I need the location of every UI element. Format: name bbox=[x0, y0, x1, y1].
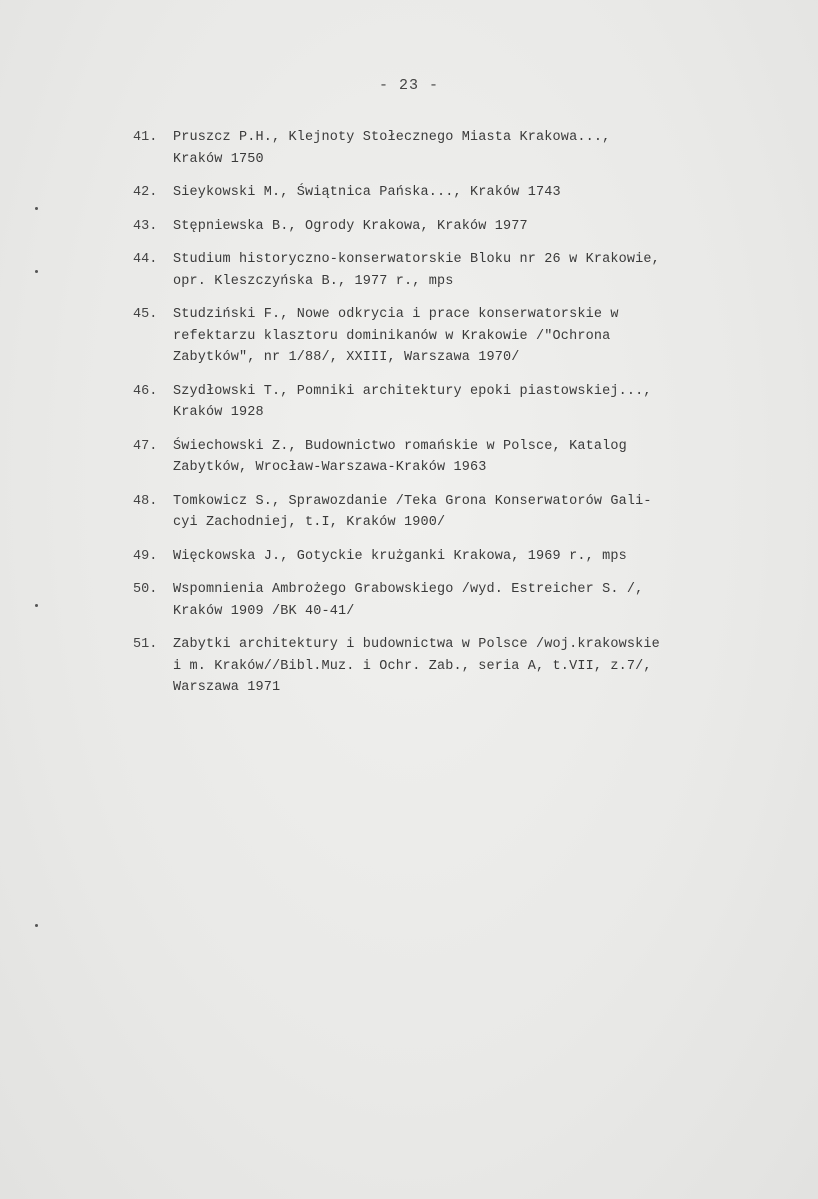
entry-number: 45. bbox=[133, 307, 158, 322]
entry-text bbox=[173, 216, 793, 238]
entry-line: i m. Kraków//Bibl.Muz. i Ochr. Zab., seria A, t.VII, z.7/, bbox=[173, 658, 652, 674]
entry-line: Stępniewska B., Ogrody Krakowa, Kraków 1977 bbox=[173, 218, 528, 234]
entry-number: 46. bbox=[133, 383, 158, 399]
page-number: - 23 - bbox=[378, 77, 439, 94]
entry-number: 44. bbox=[133, 252, 158, 267]
entry-number: 47. bbox=[133, 438, 158, 454]
entry-text bbox=[173, 381, 793, 424]
entry-text bbox=[173, 634, 793, 699]
entry-number: 41. bbox=[133, 130, 158, 145]
bibliography-entry bbox=[133, 579, 793, 622]
entry-number: 50. bbox=[133, 582, 158, 597]
bibliography-entry bbox=[133, 436, 793, 479]
bibliography-entry bbox=[133, 249, 793, 292]
entry-number: 43. bbox=[133, 218, 158, 234]
bibliography-entry bbox=[133, 546, 793, 568]
entry-line: Pruszcz P.H., Klejnoty Stołecznego Miasta Krakowa..., bbox=[173, 130, 611, 145]
entry-line: cyi Zachodniej, t.I, Kraków 1900/ bbox=[173, 515, 446, 530]
entry-text bbox=[173, 304, 793, 369]
entry-line: Zabytków, Wrocław-Warszawa-Kraków 1963 bbox=[173, 460, 487, 475]
bibliography-entry bbox=[133, 304, 793, 369]
margin-speck bbox=[35, 604, 38, 607]
bibliography-entry bbox=[133, 127, 793, 170]
entry-line: Warszawa 1971 bbox=[173, 680, 281, 695]
entry-line: Sieykowski M., Świątnica Pańska..., Kraków 1743 bbox=[173, 185, 561, 200]
margin-speck bbox=[35, 270, 38, 273]
entry-line: opr. Kleszczyńska B., 1977 r., mps bbox=[173, 273, 454, 289]
entry-line: Więckowska J., Gotyckie krużganki Krakowa, 1969 r., mps bbox=[173, 548, 627, 564]
bibliography-entry bbox=[133, 216, 793, 238]
entry-text bbox=[173, 546, 793, 568]
entry-line: Studziński F., Nowe odkrycia i prace konserwatorskie w bbox=[173, 307, 619, 322]
bibliography-entry bbox=[133, 491, 793, 534]
entry-number: 51. bbox=[133, 637, 158, 652]
entry-line: Zabytków", nr 1/88/, XXIII, Warszawa 1970/ bbox=[173, 350, 520, 365]
entry-line: Świechowski Z., Budownictwo romańskie w Polsce, Katalog bbox=[173, 438, 627, 454]
entry-line: Kraków 1909 /BK 40-41/ bbox=[173, 603, 355, 619]
entry-text bbox=[173, 579, 793, 622]
entry-line: refektarzu klasztoru dominikanów w Krakowie /"Ochrona bbox=[173, 328, 611, 344]
bibliography-list bbox=[133, 127, 793, 711]
entry-text bbox=[173, 127, 793, 170]
margin-speck bbox=[35, 207, 38, 210]
entry-line: Kraków 1750 bbox=[173, 151, 264, 167]
bibliography-entry bbox=[133, 182, 793, 204]
entry-number: 42. bbox=[133, 185, 158, 200]
bibliography-entry bbox=[133, 381, 793, 424]
entry-text bbox=[173, 491, 793, 534]
entry-text bbox=[173, 182, 793, 204]
entry-text bbox=[173, 249, 793, 292]
entry-line: Zabytki architektury i budownictwa w Polsce /woj.krakowskie bbox=[173, 637, 660, 652]
entry-line: Szydłowski T., Pomniki architektury epoki piastowskiej..., bbox=[173, 383, 652, 399]
entry-line: Tomkowicz S., Sprawozdanie /Teka Grona Konserwatorów Gali- bbox=[173, 493, 652, 509]
margin-speck bbox=[35, 924, 38, 927]
entry-number: 48. bbox=[133, 493, 158, 509]
bibliography-entry bbox=[133, 634, 793, 699]
entry-line: Studium historyczno-konserwatorskie Bloku nr 26 w Krakowie, bbox=[173, 252, 660, 267]
entry-text bbox=[173, 436, 793, 479]
entry-line: Kraków 1928 bbox=[173, 405, 264, 420]
entry-line: Wspomnienia Ambrożego Grabowskiego /wyd. Estreicher S. /, bbox=[173, 582, 644, 597]
entry-number: 49. bbox=[133, 548, 158, 564]
